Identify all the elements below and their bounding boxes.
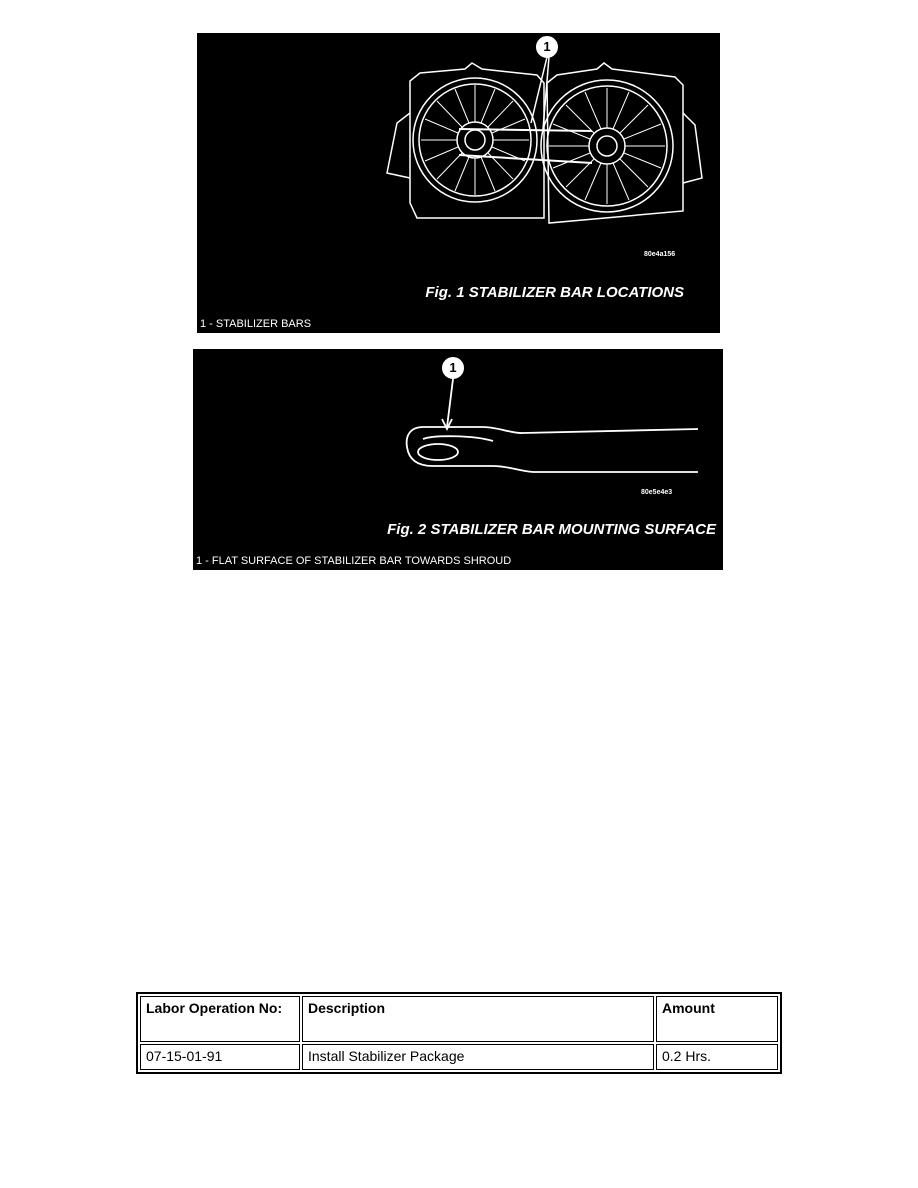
image-code: 80e4a156 (644, 251, 676, 258)
cell-labor-operation-no: 07-15-01-91 (140, 1044, 300, 1070)
callout-1: 1 (536, 36, 558, 58)
table-row (140, 1044, 778, 1070)
figure-caption: Fig. 1 STABILIZER BAR LOCATIONS (425, 284, 684, 301)
header-amount: Amount (656, 996, 778, 1042)
cell-description: Install Stabilizer Package (302, 1044, 654, 1070)
header-labor-operation-no: Labor Operation No: (140, 996, 300, 1042)
labor-operation-table (136, 992, 782, 1074)
callout-1: 1 (442, 357, 464, 379)
figure-legend: 1 - STABILIZER BARS (200, 318, 312, 330)
table-header-row (140, 996, 778, 1042)
cell-amount: 0.2 Hrs. (656, 1044, 778, 1070)
figure-legend: 1 - FLAT SURFACE OF STABILIZER BAR TOWARDS SHROUD (196, 555, 512, 567)
figure-caption: Fig. 2 STABILIZER BAR MOUNTING SURFACE (387, 521, 716, 538)
figure-stabilizer-bar-mounting-surface (193, 349, 723, 570)
image-code: 80e5e4e3 (641, 489, 673, 496)
figure-stabilizer-bar-locations (197, 33, 720, 333)
header-description: Description (302, 996, 654, 1042)
